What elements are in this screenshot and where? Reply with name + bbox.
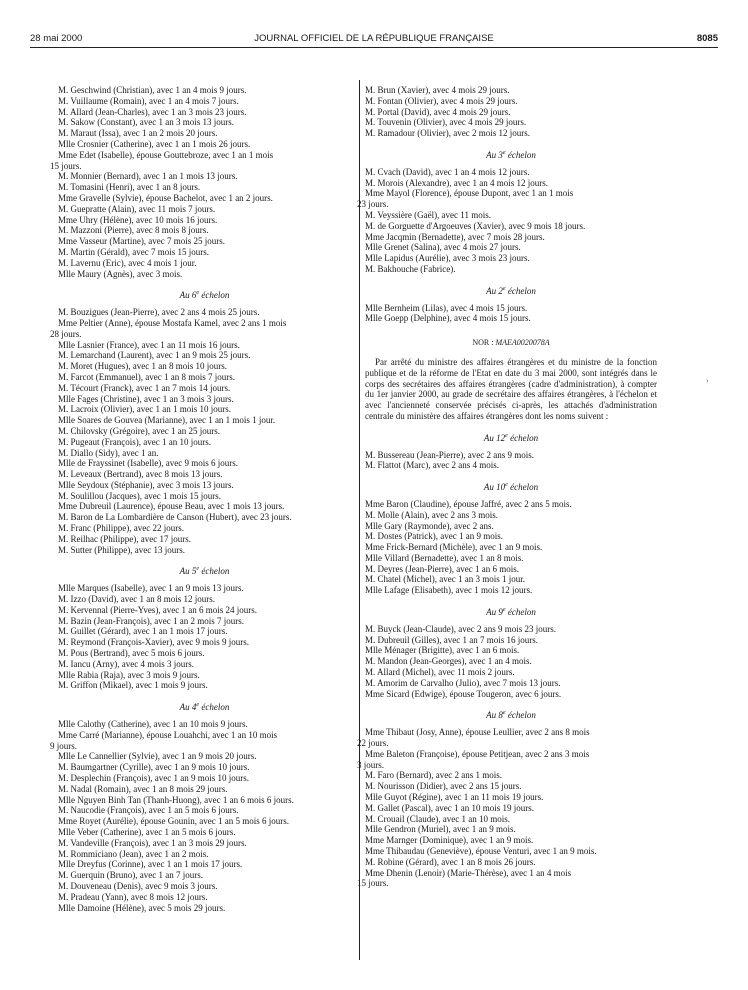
list-item: Mlle Damoine (Hélène), avec 5 mois 29 jours.: [58, 902, 226, 913]
list-item: M. Bakhouche (Fabrice).: [365, 263, 456, 274]
list-item: M. Faro (Bernard), avec 2 ans 1 mois.: [365, 770, 502, 781]
list-item: M. Lemarchand (Laurent), avec 1 an 9 mois 25 jours.: [58, 350, 251, 361]
list-item: M. Guillet (Gérard), avec 1 an 1 mois 17 jours.: [58, 626, 228, 637]
list-item: M. Naucodie (François), avec 1 an 5 mois 6 jours.: [58, 805, 239, 816]
list-item: M. Reilhac (Philippe), avec 17 jours.: [58, 533, 191, 544]
list-item: M. Pugeaut (François), avec 1 an 10 jours.: [58, 436, 211, 447]
list-item: Mlle Rabia (Raja), avec 3 mois 9 jours.: [58, 669, 200, 680]
list-item: M. Franc (Philippe), avec 22 jours.: [58, 523, 184, 534]
list-item: Mlle Guyot (Régine), avec 1 an 11 mois 19 jours.: [365, 792, 544, 803]
list-item: Mlle Lapidus (Aurélie), avec 3 mois 23 jours.: [365, 253, 530, 264]
list-item: Mlle Fages (Christine), avec 1 an 3 mois 3 jours.: [58, 393, 234, 404]
list-item: M. Baumgartner (Cyrille), avec 1 an 9 mois 10 jours.: [58, 762, 250, 773]
list-item: M. Farcot (Emmanuel), avec 1 an 8 mois 7 jours.: [58, 371, 235, 382]
list-item: Mme Carré (Marianne), épouse Louahchi, avec 1 an 10 mois: [58, 729, 278, 740]
list-item: M. Chatel (Michel), avec 1 an 3 mois 1 jour.: [365, 574, 525, 585]
list-item: Mme Thibaut (Josy, Anne), épouse Leullier, avec 2 ans 8 mois: [365, 727, 590, 738]
list-item: Mme Dhenin (Lenoir) (Marie-Thérèse), avec 1 an 4 mois: [365, 867, 572, 878]
list-item: M. Bazin (Jean-François), avec 1 an 2 mois 7 jours.: [58, 615, 244, 626]
list-item: M. Kervennal (Pierre-Yves), avec 1 an 6 mois 24 jours.: [58, 604, 258, 615]
list-item: Mlle de Frayssinet (Isabelle), avec 9 mois 6 jours.: [58, 458, 238, 469]
header-date: 28 mai 2000: [30, 33, 83, 44]
list-item: Mme Peltier (Anne), épouse Mostafa Kamel, avec 2 ans 1 mois: [58, 317, 287, 328]
list-item: Mlle Veber (Catherine), avec 1 an 5 mois 6 jours.: [58, 827, 236, 837]
list-item: M. Portal (David), avec 4 mois 29 jours.: [365, 106, 511, 117]
list-item: M. Guerquin (Bruno), avec 1 an 7 jours.: [58, 870, 203, 881]
list-item: M. Maraut (Issa), avec 1 an 2 mois 20 jours.: [58, 128, 218, 139]
list-item: M. Ramadour (Olivier), avec 2 mois 12 jours.: [365, 128, 530, 139]
list-item: Mme Uhry (Hélène), avec 10 mois 16 jours.: [58, 214, 218, 225]
list-item-continuation: 15 jours.: [50, 160, 82, 171]
list-item: Mme Sicard (Edwige), épouse Tougeron, avec 6 jours.: [365, 688, 562, 699]
list-item: Mme Jacqmin (Bernadette), avec 7 mois 28 jours.: [365, 231, 545, 242]
list-item: M. Griffon (Mikael), avec 1 mois 9 jours.: [58, 680, 208, 691]
list-item: Mlle Villard (Bernadette), avec 1 an 8 mois.: [365, 552, 524, 563]
list-item: Mlle Marques (Isabelle), avec 1 an 9 mois 13 jours.: [58, 583, 244, 594]
list-item: M. Cvach (David), avec 1 an 4 mois 12 jours.: [365, 166, 530, 177]
list-item: M. Allard (Michel), avec 11 mois 2 jours.: [365, 667, 515, 678]
list-item: Mme Marnger (Dominique), avec 1 an 9 mois.: [365, 835, 534, 846]
list-item: M. Buyck (Jean-Claude), avec 2 ans 9 mois 23 jours.: [365, 623, 556, 634]
list-item-continuation: 23 jours.: [357, 199, 389, 210]
list-item: M. Geschwind (Christian), avec 1 an 4 mois 9 jours.: [58, 85, 247, 95]
list-item: M. Moret (Hugues), avec 1 an 8 mois 10 jours.: [58, 361, 227, 372]
list-item: M. Martin (Gérald), avec 7 mois 15 jours.: [58, 246, 209, 257]
list-item: Mlle Gary (Raymonde), avec 2 ans.: [365, 520, 494, 531]
list-item: M. Fontan (Olivier), avec 4 mois 29 jours.: [365, 95, 518, 106]
list-item: Mme Vasseur (Martine), avec 7 mois 25 jours.: [58, 236, 226, 247]
list-item: M. Mandon (Jean-Georges), avec 1 an 4 mois.: [365, 656, 532, 667]
echelon-heading: Au 10e échelon: [483, 482, 539, 493]
list-item: M. Allard (Jean-Charles), avec 1 an 3 mois 23 jours.: [58, 106, 247, 117]
list-item: M. Gallet (Pascal), avec 1 an 10 mois 19 jours.: [365, 802, 534, 813]
list-item: M. Vuillaume (Romain), avec 1 an 4 mois 7 jours.: [58, 95, 239, 106]
list-item: M. Crouail (Claude), avec 1 an 10 mois.: [365, 813, 510, 824]
page-number: 8085: [696, 33, 718, 44]
nor-code: MAEA0020078A: [495, 338, 550, 348]
list-item: M. Molle (Alain), avec 2 ans 3 mois.: [365, 509, 498, 520]
list-item-continuation: 3 jours.: [357, 759, 384, 770]
list-item: Mlle Grenet (Salina), avec 4 mois 27 jours.: [365, 242, 521, 253]
list-item: Mme Mayol (Florence), épouse Dupont, avec 1 an 1 mois: [365, 188, 574, 199]
echelon-heading: Au 5e échelon: [179, 566, 230, 577]
echelon-heading: Au 8e échelon: [486, 710, 536, 721]
echelon-heading: Au 3e échelon: [486, 149, 536, 160]
list-item: M. Brun (Xavier), avec 4 mois 29 jours.: [365, 85, 510, 95]
list-item: Mme Baron (Claudine), épouse Jaffré, avec 2 ans 5 mois.: [365, 498, 572, 509]
list-item: M. Morois (Alexandre), avec 1 an 4 mois 12 jours.: [365, 177, 548, 188]
list-item: M. Nadal (Romain), avec 1 an 8 mois 29 jours.: [58, 783, 228, 794]
nor-label: NOR :: [472, 338, 496, 348]
list-item: M. Chilovsky (Grégoire), avec 1 an 25 jours.: [58, 425, 220, 436]
list-item: Mlle Soares de Gouvea (Marianne), avec 1 an 1 mois 1 jour.: [58, 415, 276, 426]
list-item: M. Monnier (Bernard), avec 1 an 1 mois 13 jours.: [58, 171, 238, 182]
list-item: Mme Edet (Isabelle), épouse Gouttebroze, avec 1 an 1 mois: [58, 149, 274, 160]
list-item: M. Soulillou (Jacques), avec 1 mois 15 jours.: [58, 490, 221, 501]
list-item: Mlle Seydoux (Stéphanie), avec 3 mois 13 jours.: [58, 479, 234, 490]
list-item: M. Mazzoni (Pierre), avec 8 mois 8 jours.: [58, 225, 209, 236]
column-separator: [359, 80, 360, 960]
list-item: M. Sutter (Philippe), avec 13 jours.: [58, 544, 185, 555]
list-item: Mlle Dreyfus (Corinne), avec 1 an 1 mois 17 jours.: [58, 859, 243, 870]
list-item: M. Tomasini (Henri), avec 1 an 8 jours.: [58, 182, 201, 193]
list-item: M. Deyres (Jean-Pierre), avec 1 an 6 mois.: [365, 563, 519, 574]
list-item: Mme Dubreuil (Laurence), épouse Beau, avec 1 mois 13 jours.: [58, 501, 285, 512]
list-item: M. Flattot (Marc), avec 2 ans 4 mois.: [365, 460, 499, 471]
list-item-continuation: 28 jours.: [50, 328, 82, 339]
list-item: Mlle Gendron (Muriel), avec 1 an 9 mois.: [365, 824, 516, 835]
list-item: M. Lavernu (Eric), avec 4 mois 1 jour.: [58, 257, 197, 268]
list-item: M. Lacroix (Olivier), avec 1 an 1 mois 10 jours.: [58, 404, 231, 415]
list-item: Mlle Le Cannellier (Sylvie), avec 1 an 9 mois 20 jours.: [58, 751, 257, 762]
list-item: M. Rommiciano (Jean), avec 1 an 2 mois.: [58, 848, 209, 859]
list-item: Mlle Nguyen Binh Tan (Thanh-Huong), avec 1 an 6 mois 6 jours.: [58, 794, 294, 805]
list-item: M. Diallo (Sidy), avec 1 an.: [58, 447, 159, 458]
list-item: Mlle Crosnier (Catherine), avec 1 an 1 mois 26 jours.: [58, 138, 251, 149]
list-item: M. Bouzigues (Jean-Pierre), avec 2 ans 4 mois 25 jours.: [58, 307, 260, 318]
list-item: M. Sakow (Constant), avec 1 an 3 mois 13 jours.: [58, 117, 234, 128]
echelon-heading: Au 4e échelon: [179, 702, 230, 713]
list-item-continuation: 22 jours.: [357, 738, 389, 749]
list-item: M. Douveneau (Denis), avec 9 mois 3 jours.: [58, 880, 218, 891]
list-item-continuation: 15 jours.: [357, 878, 389, 889]
list-item: Mme Thibaudau (Geneviève), épouse Venturi, avec 1 an 9 mois.: [365, 846, 597, 857]
echelon-heading: Au 2e échelon: [486, 285, 536, 296]
header-rule: [30, 47, 718, 48]
list-item-continuation: 9 jours.: [50, 740, 77, 751]
list-item: Mme Baleton (Françoise), épouse Petitjean, avec 2 ans 3 mois: [365, 748, 590, 759]
list-item: M. Bussereau (Jean-Pierre), avec 2 ans 9 mois.: [365, 449, 534, 460]
list-item: M. Pradeau (Yann), avec 8 mois 12 jours.: [58, 891, 208, 902]
header-title: JOURNAL OFFICIEL DE LA RÉPUBLIQUE FRANÇAISE: [254, 33, 494, 44]
list-item: M. Desplechin (François), avec 1 an 9 mois 10 jours.: [58, 773, 249, 784]
nor-reference: [365, 338, 657, 349]
list-item: M. Dubreuil (Gilles), avec 1 an 7 mois 16 jours.: [365, 634, 538, 645]
list-item: M. Guepratte (Alain), avec 11 mois 7 jours.: [58, 203, 216, 214]
left-column: [50, 85, 351, 913]
list-item: M. Dostes (Patrick), avec 1 an 9 mois.: [365, 531, 503, 542]
list-item: M. Veyssière (Gaël), avec 11 mois.: [365, 209, 491, 220]
list-item: M. Técourt (Franck), avec 1 an 7 mois 14 jours.: [58, 382, 231, 393]
list-item: Mlle Lasnier (France), avec 1 an 11 mois 16 jours.: [58, 339, 240, 350]
list-item: M. Touvenin (Olivier), avec 4 mois 29 jours.: [365, 117, 527, 128]
list-item: Mme Royet (Aurélie), épouse Gounin, avec 1 an 5 mois 6 jours.: [58, 816, 289, 827]
list-item: M. Reymond (François-Xavier), avec 9 mois 9 jours.: [58, 637, 249, 648]
list-item: Mme Frick-Bernard (Michèle), avec 1 an 9 mois.: [365, 542, 543, 553]
decree-paragraph: Par arrêté du ministre des affaires étrangères et du ministre de la fonction publique et de la réforme de l'Etat en date du 3 mai 2000, sont intégrés dans le corps des secrétaires des affaires étrangères (cadre d'administration), à compter du 1er janvier 2000, au grade de secrétaire des affaires étrangères, à l'échelon et avec l'ancienneté conservée précisés ci-après, les attachés d'administration centrale du ministère des affaires étrangères dont les noms suivent :: [365, 356, 657, 421]
list-item: M. de Gorguette d'Argoeuves (Xavier), avec 9 mois 18 jours.: [365, 220, 586, 231]
list-item: Mlle Goepp (Delphine), avec 4 mois 15 jours.: [365, 313, 531, 324]
right-column: [357, 85, 657, 889]
list-item: Mlle Lafage (Elisabeth), avec 1 mois 12 jours.: [365, 585, 533, 596]
list-item: M. Baron de La Lombardière de Canson (Hubert), avec 23 jours.: [58, 512, 292, 523]
list-item: M. Vandeville (François), avec 1 an 3 mois 29 jours.: [58, 837, 247, 848]
list-item: M. Amorim de Carvalho (Julio), avec 7 mois 13 jours.: [365, 677, 561, 688]
list-item: Mlle Bernheim (Lilas), avec 4 mois 15 jours.: [365, 302, 528, 313]
list-item: Mlle Ménager (Brigitte), avec 1 an 6 mois.: [365, 645, 520, 656]
margin-mark: ›: [706, 376, 709, 385]
list-item: M. Nourisson (Didier), avec 2 ans 15 jours.: [365, 781, 522, 792]
list-item: M. Robine (Gérard), avec 1 an 8 mois 26 jours.: [365, 856, 536, 867]
list-item: M. Pous (Bertrand), avec 5 mois 6 jours.: [58, 648, 205, 659]
list-item: M. Izzo (David), avec 1 an 8 mois 12 jours.: [58, 594, 215, 605]
echelon-heading: Au 6e échelon: [179, 290, 230, 301]
list-item: Mme Gravelle (Sylvie), épouse Bachelot, avec 1 an 2 jours.: [58, 192, 273, 203]
list-item: Mlle Maury (Agnès), avec 3 mois.: [58, 268, 183, 279]
list-item: M. Iancu (Arny), avec 4 mois 3 jours.: [58, 658, 194, 669]
echelon-heading: Au 9e échelon: [486, 607, 536, 618]
echelon-heading: Au 12e échelon: [483, 432, 539, 443]
list-item: M. Leveaux (Bertrand), avec 8 mois 13 jours.: [58, 469, 223, 480]
list-item: Mlle Calothy (Catherine), avec 1 an 10 mois 9 jours.: [58, 719, 248, 730]
page-header: [30, 33, 718, 47]
